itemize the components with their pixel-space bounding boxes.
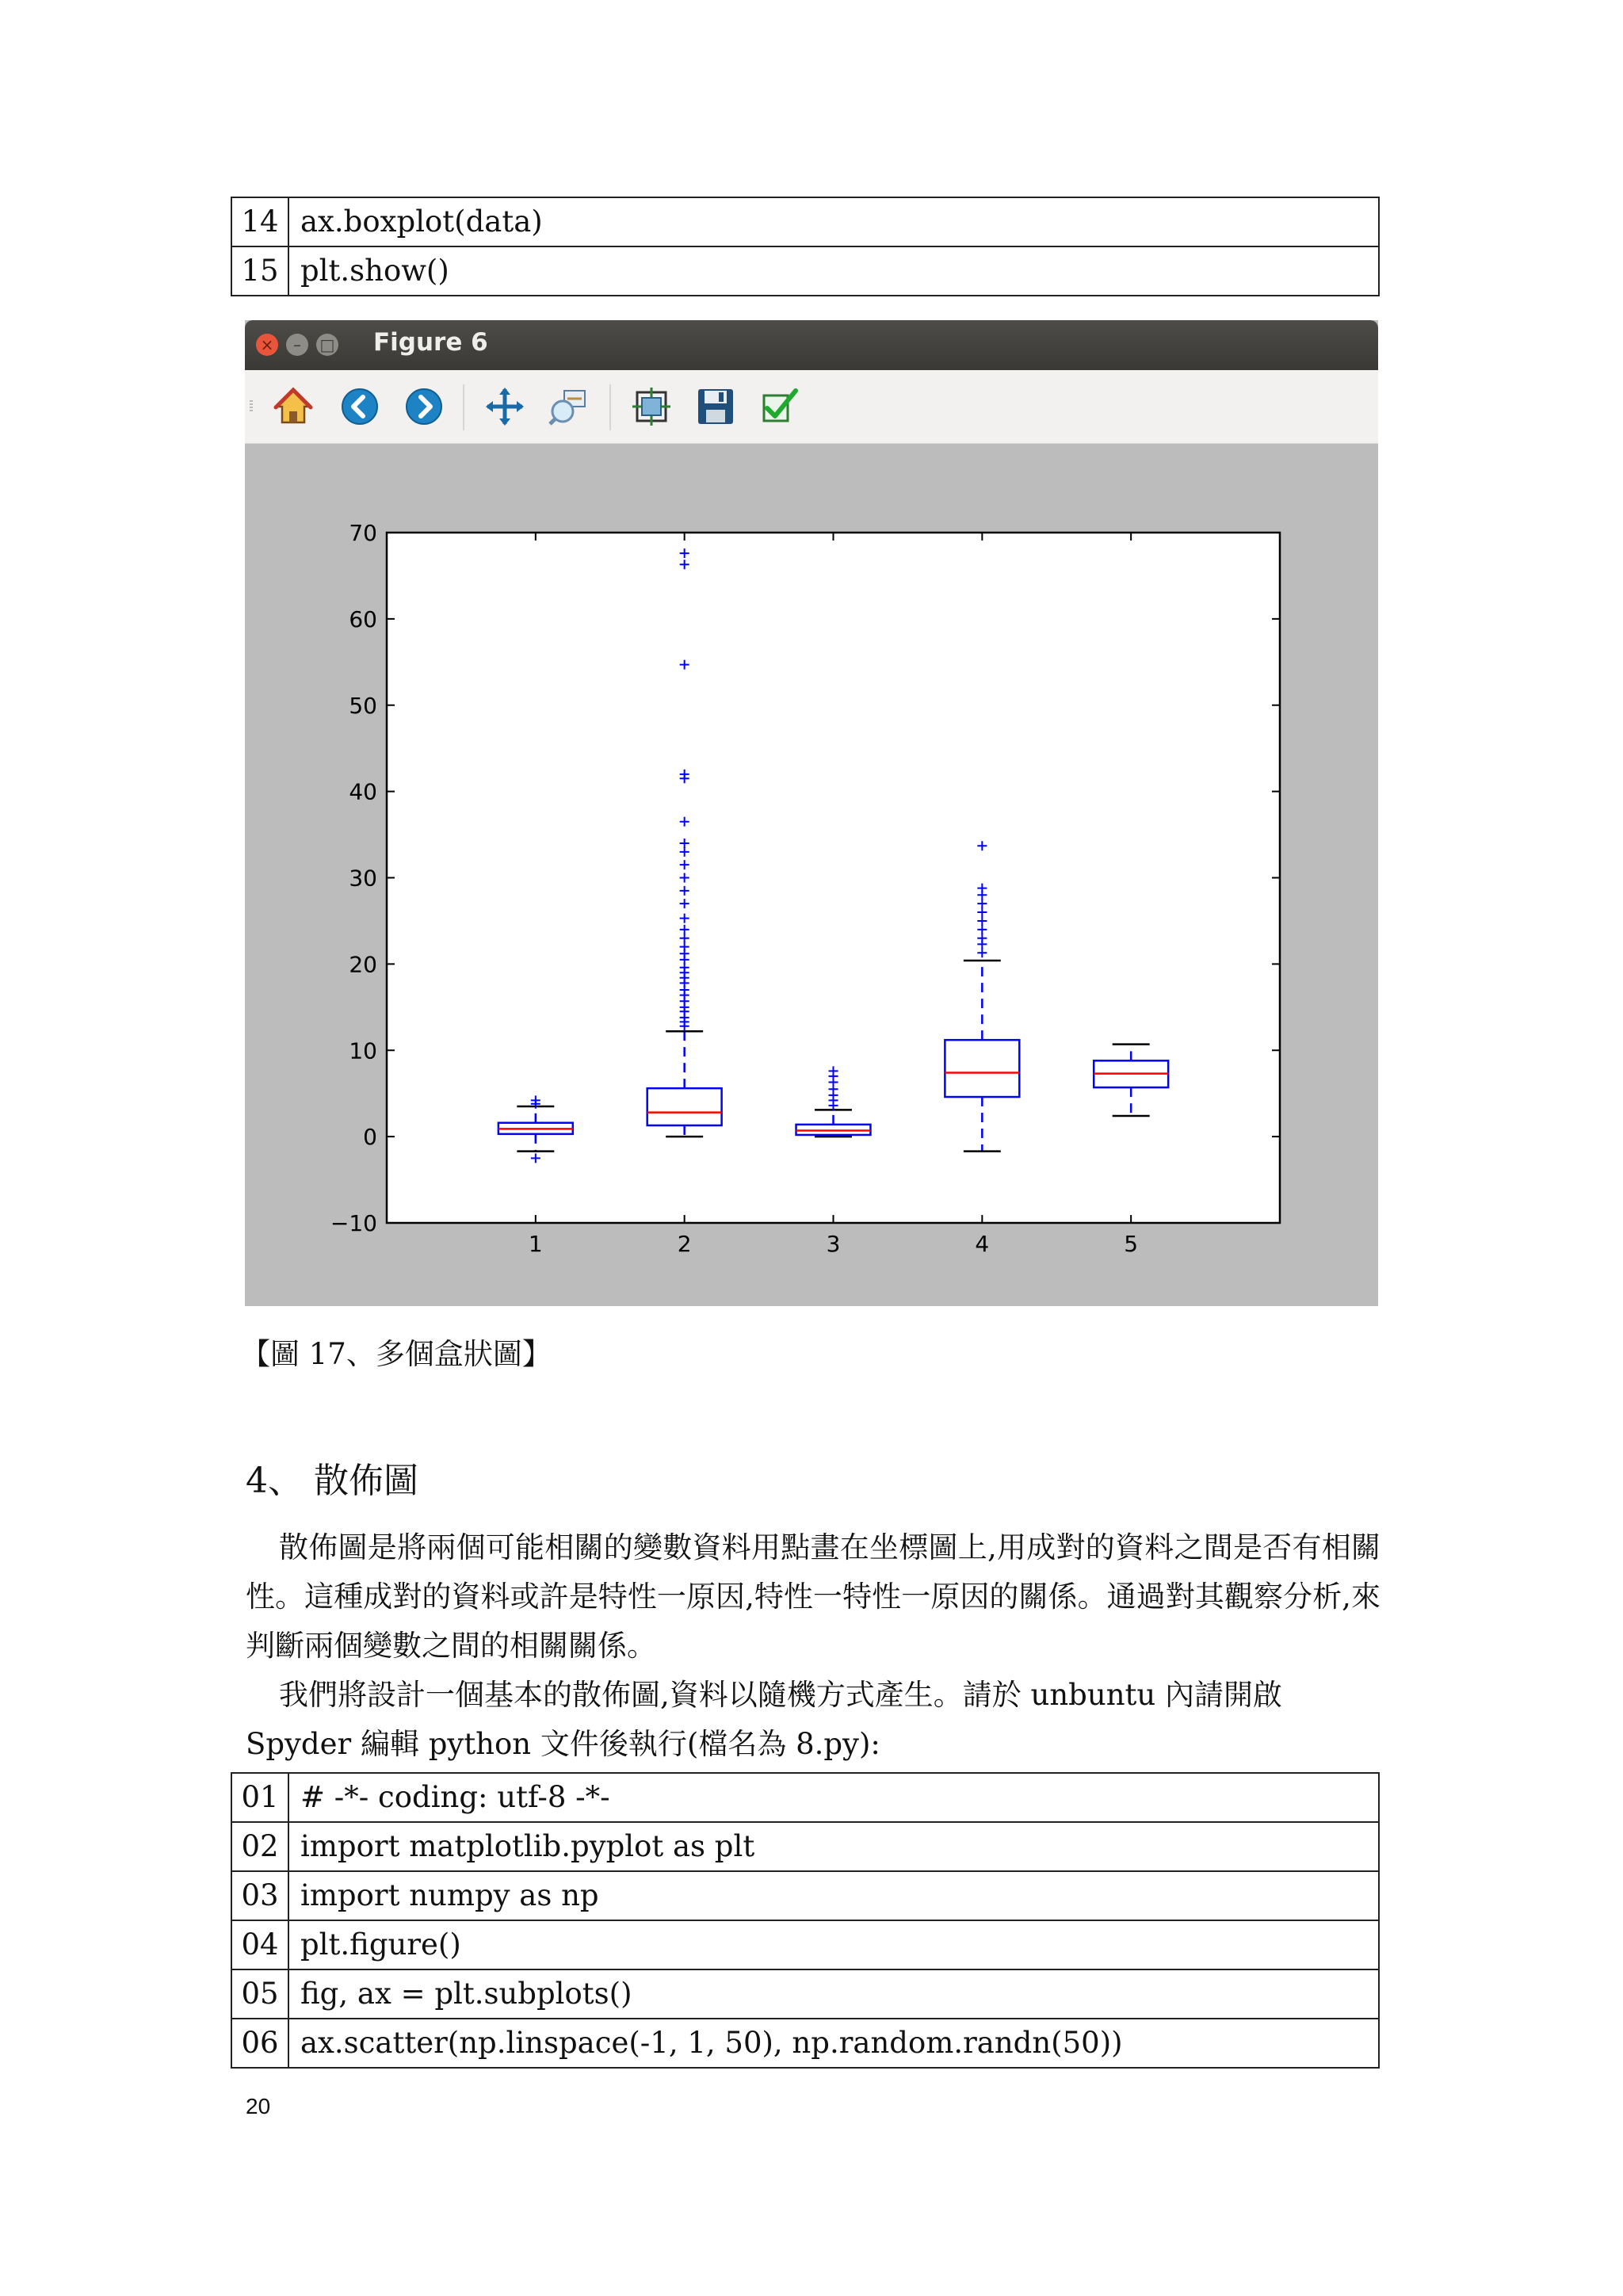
line-number: 03 bbox=[231, 1871, 288, 1920]
code-line bbox=[231, 197, 1379, 246]
y-tick-label: 70 bbox=[349, 520, 377, 546]
y-tick-label: 60 bbox=[349, 606, 377, 632]
code-line bbox=[231, 1822, 1379, 1871]
y-tick-label: 50 bbox=[349, 692, 377, 719]
line-number: 02 bbox=[231, 1822, 288, 1871]
line-number: 14 bbox=[231, 197, 288, 246]
save-icon[interactable] bbox=[695, 386, 736, 427]
line-number: 05 bbox=[231, 1969, 288, 2019]
y-tick-label: 0 bbox=[363, 1124, 377, 1151]
code-text: # -*- coding: utf-8 -*- bbox=[288, 1773, 1379, 1822]
code-line bbox=[231, 1969, 1379, 2019]
code-line bbox=[231, 1920, 1379, 1969]
forward-icon[interactable] bbox=[403, 386, 445, 427]
edit-check-icon[interactable] bbox=[759, 386, 800, 427]
figure-window bbox=[245, 320, 1378, 1306]
x-tick-label: 4 bbox=[975, 1231, 990, 1257]
x-tick-label: 5 bbox=[1124, 1231, 1139, 1257]
x-tick-label: 2 bbox=[677, 1231, 692, 1257]
code-line bbox=[231, 246, 1379, 296]
line-number: 01 bbox=[231, 1773, 288, 1822]
toolbar-grip[interactable] bbox=[250, 400, 253, 413]
figure-toolbar bbox=[245, 370, 1378, 444]
code-line bbox=[231, 2019, 1379, 2068]
code-text: plt.show() bbox=[288, 246, 1379, 296]
code-block-bottom bbox=[231, 1772, 1380, 2069]
toolbar-separator bbox=[463, 384, 464, 430]
paragraph: 我們將設計一個基本的散佈圖,資料以隨機方式產生。請於 unbuntu 內請開啟 Spyder 編輯 python 文件後執行(檔名為 8.py): bbox=[246, 1678, 1282, 1761]
line-number: 15 bbox=[231, 246, 288, 296]
toolbar-separator bbox=[609, 384, 611, 430]
paragraph: 散佈圖是將兩個可能相關的變數資料用點畫在坐標圖上,用成對的資料之間是否有相關性。這種成對的資料或許是特性一原因,特性一特性一原因的關係。通過對其觀察分析,來判斷兩個變數之間的相關關係。 bbox=[246, 1530, 1381, 1663]
y-tick-label: 10 bbox=[349, 1037, 377, 1064]
y-tick-label: −10 bbox=[330, 1210, 377, 1236]
section-heading: 4、 散佈圖 bbox=[246, 1461, 418, 1501]
code-text: import matplotlib.pyplot as plt bbox=[288, 1822, 1379, 1871]
back-icon[interactable] bbox=[339, 386, 380, 427]
code-block-top bbox=[231, 197, 1380, 296]
y-tick-label: 40 bbox=[349, 778, 377, 805]
maximize-window-button[interactable]: □ bbox=[316, 334, 338, 356]
page-number: 20 bbox=[246, 2094, 271, 2118]
x-tick-label: 1 bbox=[528, 1231, 543, 1257]
configure-subplots-icon[interactable] bbox=[631, 386, 672, 427]
code-text: import numpy as np bbox=[288, 1871, 1379, 1920]
line-number: 04 bbox=[231, 1920, 288, 1969]
x-tick-label: 3 bbox=[826, 1231, 841, 1257]
close-window-button[interactable]: × bbox=[256, 334, 278, 356]
boxplot-chart bbox=[245, 444, 1378, 1306]
home-icon[interactable] bbox=[273, 386, 314, 427]
y-tick-label: 20 bbox=[349, 951, 377, 978]
zoom-icon[interactable] bbox=[548, 386, 590, 427]
y-tick-label: 30 bbox=[349, 865, 377, 892]
line-number: 06 bbox=[231, 2019, 288, 2068]
minimize-window-button[interactable]: – bbox=[286, 334, 308, 356]
window-title: Figure 6 bbox=[373, 328, 488, 357]
pan-icon[interactable] bbox=[484, 386, 525, 427]
code-line bbox=[231, 1773, 1379, 1822]
window-titlebar bbox=[245, 320, 1378, 370]
code-text: ax.boxplot(data) bbox=[288, 197, 1379, 246]
code-line bbox=[231, 1871, 1379, 1920]
code-text: plt.figure() bbox=[288, 1920, 1379, 1969]
figure-caption: 【圖 17、多個盒狀圖】 bbox=[241, 1337, 552, 1371]
code-text: ax.scatter(np.linspace(-1, 1, 50), np.random.randn(50)) bbox=[288, 2019, 1379, 2068]
code-text: fig, ax = plt.subplots() bbox=[288, 1969, 1379, 2019]
